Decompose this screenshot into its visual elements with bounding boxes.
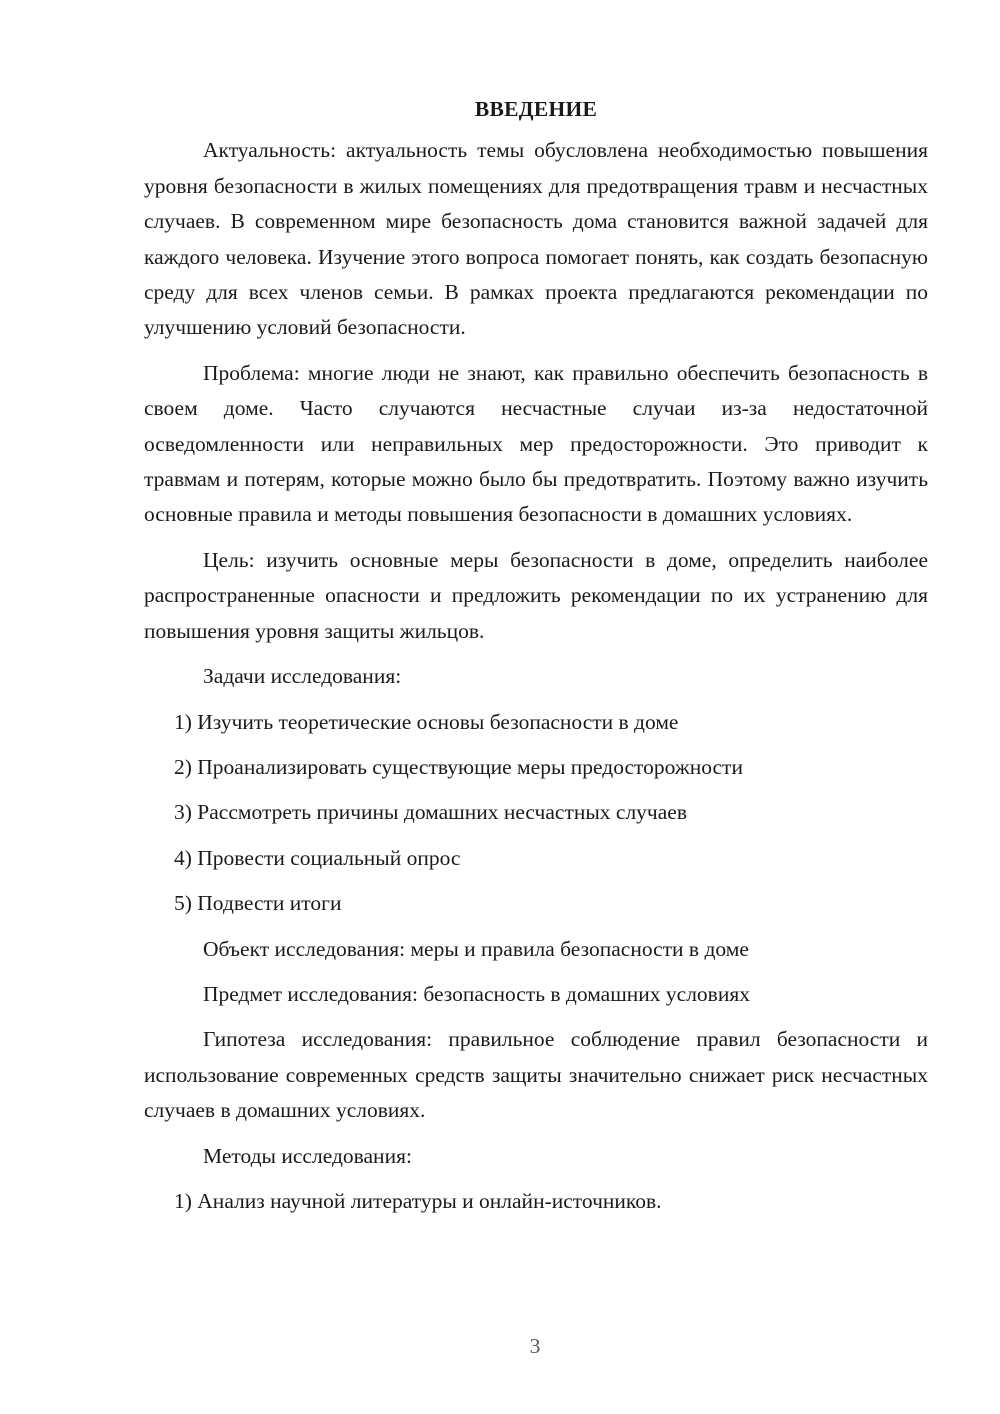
page-number: 3 xyxy=(529,1334,541,1358)
subject-paragraph: Предмет исследования: безопасность в домашних условиях xyxy=(203,981,750,1006)
document-title: ВВЕДЕНИЕ xyxy=(474,97,598,121)
list-item: 1) Анализ научной литературы и онлайн-источников. xyxy=(174,1188,662,1213)
document-page xyxy=(144,92,928,1229)
list-item: 1) Изучить теоретические основы безопасности в доме xyxy=(174,709,679,734)
list-item: 2) Проанализировать существующие меры предосторожности xyxy=(174,754,743,779)
methods-heading: Методы исследования: xyxy=(203,1143,412,1168)
problem-paragraph: Проблема: многие люди не знают, как правильно обеспечить безопасность в своем доме. Часто случаются несчастные случаи из-за недостаточной осведомленности или неправильных мер предосторожности. Это приводит к травмам и потерям, которые можно было бы предотвратить. Поэтому важно изучить основные правила и методы повышения безопасности в домашних условиях. xyxy=(144,360,928,527)
list-item: 4) Провести социальный опрос xyxy=(174,845,461,870)
object-paragraph: Объект исследования: меры и правила безопасности в доме xyxy=(203,936,749,961)
tasks-heading: Задачи исследования: xyxy=(203,664,402,689)
list-item: 3) Рассмотреть причины домашних несчастных случаев xyxy=(174,800,687,825)
hypothesis-paragraph: Гипотеза исследования: правильное соблюдение правил безопасности и использование современных средств защиты значительно снижает риск несчастных случаев в домашних условиях. xyxy=(144,1027,928,1123)
goal-paragraph: Цель: изучить основные меры безопасности в доме, определить наиболее распространенные опасности и предложить рекомендации по их устранению для повышения уровня защиты жильцов. xyxy=(144,547,928,643)
methods-list xyxy=(144,1184,928,1219)
relevance-paragraph: Актуальность: актуальность темы обусловлена необходимостью повышения уровня безопасности в жилых помещениях для предотвращения травм и несчастных случаев. В современном мире безопасность дома становится важной задачей для каждого человека. Изучение этого вопроса помогает понять, как создать безопасную среду для всех членов семьи. В рамках проекта предлагаются рекомендации по улучшению условий безопасности. xyxy=(144,138,928,340)
list-item: 5) Подвести итоги xyxy=(174,891,342,916)
tasks-list xyxy=(144,705,928,922)
